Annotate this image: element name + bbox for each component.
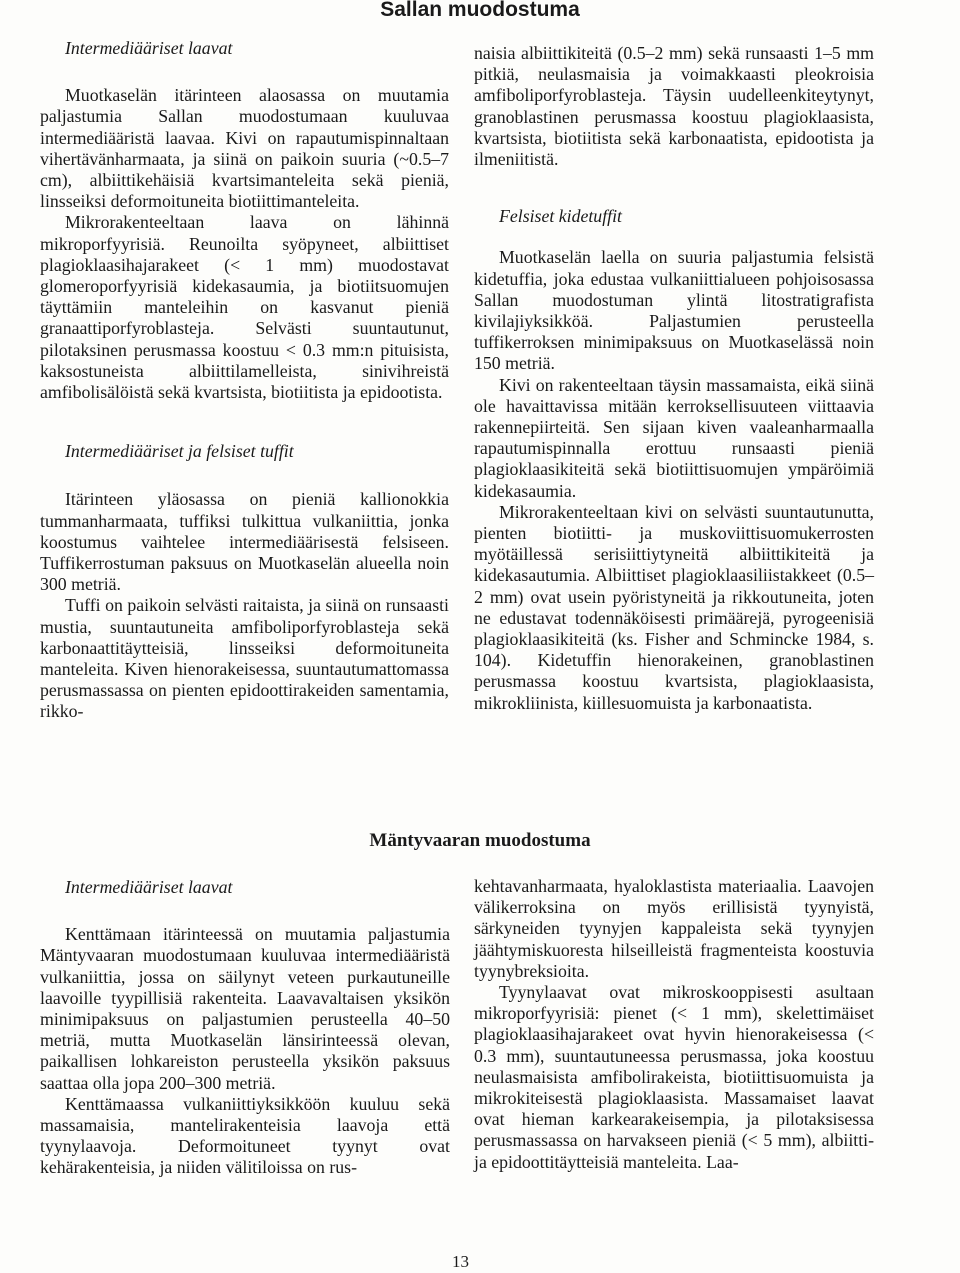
paragraph: Mikrorakenteeltaan kivi on selvästi suuntautunutta, pienten biotiitti- ja muskoviittisuomukerrosten myötäillessä serisiittiytyneitä albiittikiteitä ja kidekasautumia. Albiittiset plagioklaasiliistakkeet (0.5–2 mm) ovat usein pyöristyneitä ja rikkoutuneita, joten ne edustavat todennäköisesti primäärejä, pyrogeenisiä plagioklaasikiteitä (ks. Fisher and Schmincke 1984, s. 104). Kidetuffin hienorakeinen, granoblastinen perusmassa koostuu kvartsista, plagioklaasista, mikrokliinista, kiillesuomuista ja karbonaatista.: [474, 501, 874, 713]
paragraph: Muotkaselän laella on suuria paljastumia felsistä kidetuffia, joka edustaa vulkaniittialueen pohjoisosassa Sallan muodostuman ylintä litostratigrafista kivilajiyksikköä. Paljastumien perusteella tuffikerroksen minimipaksuus on Muotkaselässä noin 150 metriä.: [474, 247, 874, 374]
paragraph: Kenttämaan itärinteessä on muutamia paljastumia Mäntyvaaran muodostumaan kuuluvaa intermediääristä vulkaniittia, jossa on säilynyt veteen purkautuneille laavoille tyypillisiä rakenteita. Laavavaltaisen yksikön minimipaksuus on paljastumien perusteella 40–50 metriä, mutta Muotkaselän länsirinteessä olevan, paikallisen lohkareiston perusteella yksikön paksuus saattaa olla jopa 200–300 metriä.: [40, 924, 450, 1093]
paragraph: Kivi on rakenteeltaan täysin massamaista, eikä siinä ole havaittavissa mitään kerroksellisuuteen viittaavia rakennepiirteitä. Sen sijaan kiven vaaleanharmaalla rapautumispinnalla erottuu runsaasti pieniä plagioklaasikiteitä sekä biotiittisuomujen ympäröimiä kidekasaumia.: [474, 374, 874, 501]
section1-left-column: [40, 38, 449, 723]
paragraph: Muotkaselän itärinteen alaosassa on muutamia paljastumia Sallan muodostumaan kuuluvaa intermediääristä laavaa. Kivi on rapautumispinnaltaan vihertävänharmaata, ja siinä on paikoin suuria (~0.5–7 cm), albiittikehäisiä kvartsimanteleita sekä pieniä, linsseiksi deformoituneita biotiittimanteleita.: [40, 85, 449, 212]
paragraph: Kenttämaassa vulkaniittiyksikköön kuuluu sekä massamaisia, mantelirakenteisia laavoja että tyynylaavoja. Deformoituneet tyynyt ovat kehärakenteisia, ja niiden välitiloissa on rus-: [40, 1093, 450, 1178]
paragraph: kehtavanharmaata, hyaloklastista materiaalia. Laavojen välikerroksina on myös erillisistä tyynyistä, särkyneiden tyynyjen kappaleista sekä tyynyjen jäähtymiskuoresta hilseilleistä fragmenteista koostuvia tyynybreksioita.: [474, 876, 874, 981]
section1-right-column: [474, 43, 874, 714]
paragraph: Tyynylaavat ovat mikroskooppisesti asultaan mikroporfyyrisiä: pienet (< 1 mm), skelettimäiset plagioklaasihajarakeet ovat hyvin hienorakeisessa (< 0.3 mm), suuntautuneessa perusmassa, joka koostuu neulasmaisista amfibolirakeista, biotiittisuomuista ja mikrokiteisestä plagioklaasista. Massamaiset laavat ovat hieman karkearakeisempia, ja pilotaksisessa perusmassassa on harvakseen pieniä (< 5 mm), albiitti- ja epidoottitäytteisiä manteleita. Laa-: [474, 982, 874, 1172]
paragraph: Mikrorakenteeltaan laava on lähinnä mikroporfyyrisiä. Reunoilta syöpyneet, albiittiset plagioklaasihajarakeet (< 1 mm) muodostavat glomeroporfyyrisiä kidekasaumia, ja biotiitsuomujen täyttämiin manteleihin on kasvanut pieniä granaattiporfyroblasteja. Selvästi suuntautunut, pilotaksinen perusmassa koostuu < 0.3 mm:n pituisista, kaksostuneista albiittilamelleista, sinivihreistä amfibolisälöistä sekä kvartsista, biotiitista ja epidootista.: [40, 212, 449, 403]
section-heading: Intermediääriset laavat: [65, 877, 233, 897]
section-heading: Intermediääriset laavat: [65, 38, 233, 58]
paragraph: Itärinteen yläosassa on pieniä kallionokkia tummanharmaata, tuffiksi tulkittua vulkaniittia, jonka koostumus vaihtelee intermediäärisestä felsiseen. Tuffikerrostuman paksuus on Muotkaselän alueella noin 300 metriä.: [40, 489, 449, 595]
section2-right-column: [474, 876, 874, 1173]
paragraph: Tuffi on paikoin selvästi raitaista, ja siinä on runsaasti mustia, suuntautuneita amfiboliporfyroblasteja sekä karbonaattitäytteisiä, linsseiksi deformoituneita manteleita. Kiven hienorakeisessa, suuntautumattomassa perusmassassa on pienten epidoottirakeiden samentamia, rikko-: [40, 595, 449, 722]
section2-left-column: [40, 877, 450, 1179]
running-header: Sallan muodostuma: [380, 0, 580, 21]
section-heading: Intermediääriset ja felsiset tuffit: [65, 441, 294, 462]
section-heading: Felsiset kidetuffit: [499, 206, 622, 227]
page-number: 13: [452, 1252, 469, 1271]
paragraph: naisia albiittikiteitä (0.5–2 mm) sekä runsaasti 1–5 mm pitkiä, neulasmaisia ja voimakkaasti pleokroisia amfiboliporfyroblasteja. Täysin uudelleenkiteytynyt, granoblastinen perusmassa koostuu plagioklaasista, kvartsista, biotiitista sekä karbonaatista, epidootista ja ilmeniitistä.: [474, 43, 874, 170]
section-title: Mäntyvaaran muodostuma: [369, 830, 591, 851]
